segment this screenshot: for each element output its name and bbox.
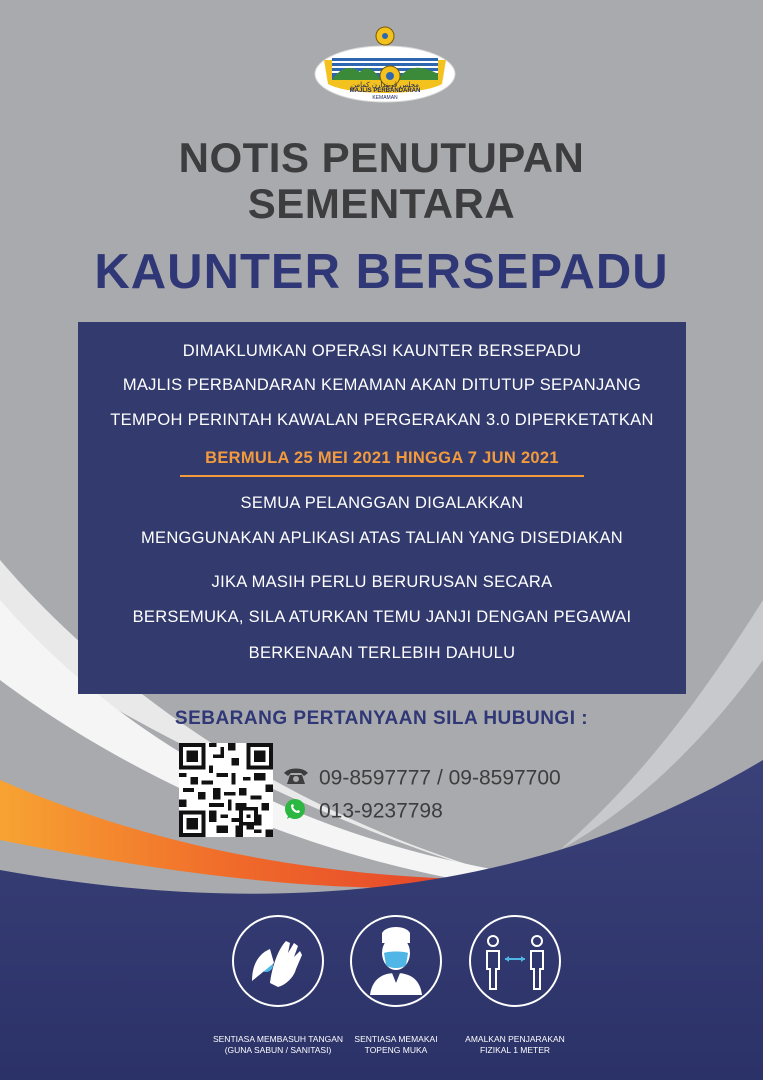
council-logo [310,24,460,104]
title-line-2: SEMENTARA [247,180,516,227]
whatsapp-contact [283,797,443,827]
sop-caption [445,1034,585,1056]
logo-jawi: مجلس ڤربندارن كمامن [351,81,419,89]
phone-contact [283,766,561,792]
divider [180,475,584,477]
sop-caption-line: TOPENG MUKA [364,1045,428,1055]
title-line-1: NOTIS PENUTUPAN [178,134,585,181]
notice-panel [78,322,686,694]
whatsapp-number[interactable]: 013-9237798 [319,799,443,823]
closure-dates: BERMULA 25 MEI 2021 HINGGA 7 JUN 2021 [205,449,559,467]
whatsapp-icon [283,797,309,827]
hand-washing-icon [230,913,326,1009]
appointment-line: BERSEMUKA, SILA ATURKAN TEMU JANJI DENGAN PEGAWAI [132,608,632,626]
phone-numbers[interactable]: 09-8597777 / 09-8597700 [319,766,561,790]
sop-caption-line: (GUNA SABUN / SANITASI) [224,1045,332,1055]
notice-line: DIMAKLUMKAN OPERASI KAUNTER BERSEPADU [182,342,582,360]
logo-name: MAJLIS PERBANDARAN [349,88,421,94]
sop-caption-line: FIZIKAL 1 METER [479,1045,551,1055]
appointment-line: JIKA MASIH PERLU BERURUSAN SECARA [211,573,553,591]
sop-caption-line: SENTIASA MEMBASUH TANGAN [212,1034,344,1044]
sop-caption-line: AMALKAN PENJARAKAN [465,1034,565,1044]
qr-code-icon[interactable] [179,743,273,837]
logo-place: KEMAMAN [372,95,398,101]
notice-line: TEMPOH PERINTAH KAWALAN PERGERAKAN 3.0 DIPERKETATKAN [110,411,654,429]
online-line: MENGGUNAKAN APLIKASI ATAS TALIAN YANG DISEDIAKAN [140,529,624,547]
title-main: KAUNTER BERSEPADU [94,245,669,299]
telephone-icon [283,766,309,792]
notice-line: MAJLIS PERBANDARAN KEMAMAN AKAN DITUTUP SEPANJANG [122,376,642,394]
sop-caption-line: SENTIASA MEMAKAI [354,1034,438,1044]
online-line: SEMUA PELANGGAN DIGALAKKAN [240,494,524,512]
contact-heading: SEBARANG PERTANYAAN SILA HUBUNGI : [174,708,589,729]
social-distancing-icon [467,913,563,1009]
appointment-line: BERKENAAN TERLEBIH DAHULU [248,644,516,662]
face-mask-icon [348,913,444,1009]
